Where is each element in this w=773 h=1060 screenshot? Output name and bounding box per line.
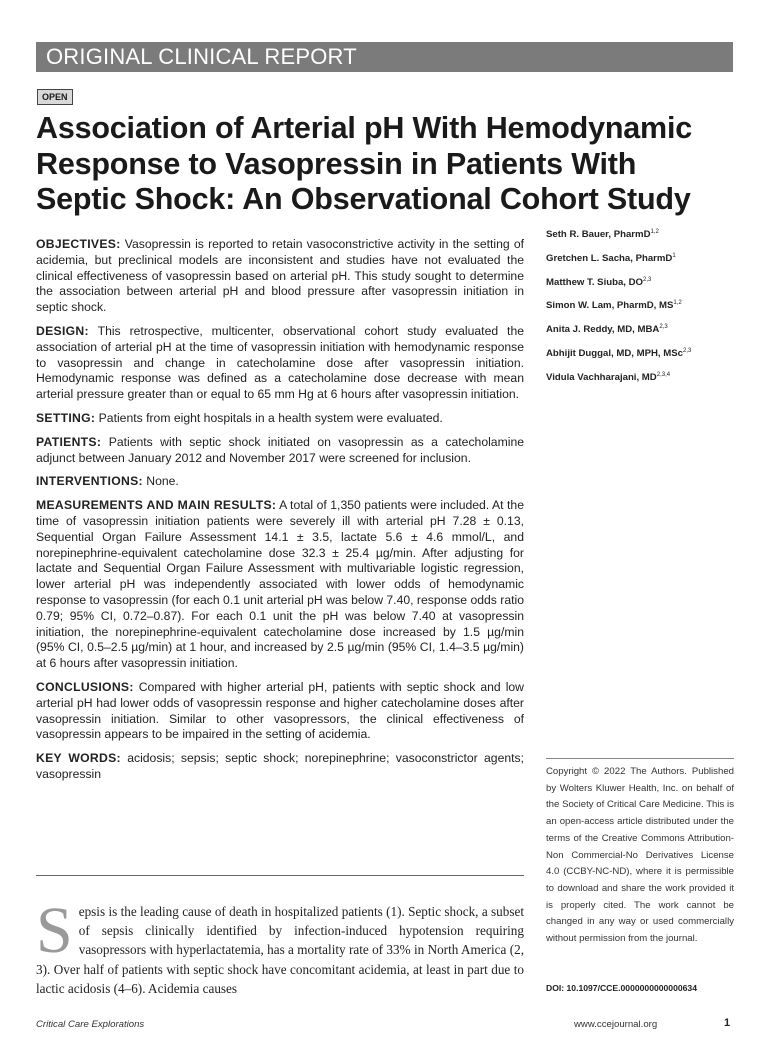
- abstract-text: acidosis; sepsis; septic shock; norepinephrine; vasoconstrictor agents; vasopressin: [36, 751, 524, 781]
- abstract-text: Vasopressin is reported to retain vasoconstrictive activity in the setting of acidemia, but preclinical models are inconsistent and studies have not evaluated the clinical effectiveness of vasopressin based on arterial pH. This study sought to determine the association between arterial pH and blood pressure after vasopressin initiation in septic shock.: [36, 237, 524, 315]
- footer-journal-url[interactable]: www.ccejournal.org: [574, 1019, 658, 1030]
- drop-cap: S: [36, 894, 73, 967]
- page-number: 1: [724, 1017, 731, 1029]
- author: Anita J. Reddy, MD, MBA$^{2,3}$: [546, 324, 668, 336]
- abstract-heading: PATIENTS:: [36, 434, 102, 449]
- author: Gretchen L. Sacha, PharmD$^1$: [546, 252, 676, 264]
- abstract-text: This retrospective, multicenter, observational cohort study evaluated the association of arterial pH at the time of vasopressin initiation with hemodynamic response to vasopressin and change in catecholamine dose after vasopressin initiation. Hemodynamic response was defined as a catecholamine dose decrease with mean arterial pressure greater than or equal to 65 mm Hg at 6 hours after vasopressin initiation.: [36, 323, 525, 402]
- abstract-objectives: [36, 237, 524, 316]
- footer-journal-name: Critical Care Explorations: [36, 1019, 145, 1030]
- author: Matthew T. Siuba, DO$^{2,3}$: [546, 276, 652, 288]
- open-access-badge: OPEN: [37, 89, 73, 105]
- abstract: [36, 237, 524, 791]
- abstract-heading: MEASUREMENTS AND MAIN RESULTS:: [36, 498, 277, 513]
- title-line: Response to Vasopressin in Patients With: [36, 146, 637, 181]
- author: Abhijit Duggal, MD, MPH, MSc$^{2,3}$: [546, 347, 692, 360]
- article-title: [36, 111, 736, 218]
- author: Simon W. Lam, PharmD, MS$^{1,2}$: [546, 300, 682, 312]
- abstract-text: None.: [146, 474, 179, 489]
- body-text: epsis is the leading cause of death in hospitalized patients (1). Septic shock, a subset of sepsis clinically identified by infection-induced hypotension requiring vasopressors with hyperlactatemia, has a mortality rate of 33% in North America (2, 3). Over half of patients with septic shock have concomitant acidemia, at least in part due to lactic acidosis (4–6). Acidemia causes: [36, 904, 524, 996]
- abstract-conclusions: [36, 680, 524, 743]
- abstract-heading: DESIGN:: [36, 323, 89, 338]
- title-line: Septic Shock: An Observational Cohort Study: [36, 182, 691, 216]
- abstract-heading: INTERVENTIONS:: [36, 474, 143, 489]
- abstract-key-words: [36, 751, 524, 783]
- abstract-patients: [36, 435, 524, 467]
- doi-link[interactable]: DOI: 10.1097/CCE.0000000000000634: [546, 983, 697, 993]
- abstract-setting: [36, 411, 524, 427]
- abstract-heading: OBJECTIVES:: [36, 237, 121, 251]
- abstract-divider: [36, 875, 524, 876]
- title-line: Association of Arterial pH With Hemodynamic: [36, 111, 693, 145]
- abstract-text: Patients with septic shock initiated on vasopressin as a catecholamine adjunct between January 2012 and November 2017 were screened for inclusion.: [36, 434, 524, 465]
- abstract-heading: SETTING:: [36, 410, 96, 425]
- abstract-design: [36, 324, 524, 403]
- abstract-heading: KEY WORDS:: [36, 751, 121, 766]
- author: Seth R. Bauer, PharmD$^{1,2}$: [546, 229, 659, 241]
- abstract-interventions: [36, 474, 524, 490]
- abstract-results: [36, 498, 524, 672]
- author-list: [546, 222, 736, 388]
- body-paragraph: [36, 894, 524, 998]
- copyright-notice: Copyright © 2022 The Authors. Published by Wolters Kluwer Health, Inc. on behalf of the Society of Critical Care Medicine. This is an open-access article distributed under the terms of the Creative Commons Attribution-Non Commercial-No Derivatives License 4.0 (CCBY-NC-ND), where it is permissible to download and share the work provided it is properly cited. The work cannot be changed in any way or used commercially without permission from the journal.: [546, 766, 734, 945]
- section-banner: ORIGINAL CLINICAL REPORT: [36, 42, 733, 72]
- abstract-heading: CONCLUSIONS:: [36, 679, 134, 694]
- author: Vidula Vachharajani, MD$^{2,3,4}$: [546, 371, 671, 383]
- abstract-text: A total of 1,350 patients were included. At the time of vasopressin initiation patients were severely ill with arterial pH 7.28 ± 0.13, Sequential Organ Failure Assessment 14.1 ± 3.5, lactate 5.6 ± 4.6 mmol/L, and norepinephrine-equivalent catecholamine dose 32.3 ± 25.4 µg/min. After adjusting for lactate and Sequential Organ Failure Assessment with multivariable logistic regression, lower arterial pH was independently associated with lower odds of hemodynamic response to vasopressin (for each 0.1 unit arterial pH was below 7.40, response odds ratio 0.79; 95% CI, 0.72–0.87). For each 0.1 unit the pH was below 7.40 at vasopressin initiation, the norepinephrine-equivalent catecholamine dose increased by 1.5 µg/min (95% CI, 0.5–2.5 µg/min) at 1 hour, and increased by 2.5 µg/min (95% CI, 1.4–3.5 µg/min) at 6 hours after vasopressin initiation.: [36, 498, 524, 671]
- copyright-divider: [546, 758, 734, 759]
- abstract-text: Patients from eight hospitals in a health system were evaluated.: [98, 410, 443, 425]
- abstract-text: Compared with higher arterial pH, patients with septic shock and low arterial pH had lower odds of vasopressin response and higher catecholamine doses after vasopressin initiation. Similar to other vasopressors, the clinical effectiveness of vasopressin appears to be impaired in the setting of acidemia.: [36, 679, 524, 742]
